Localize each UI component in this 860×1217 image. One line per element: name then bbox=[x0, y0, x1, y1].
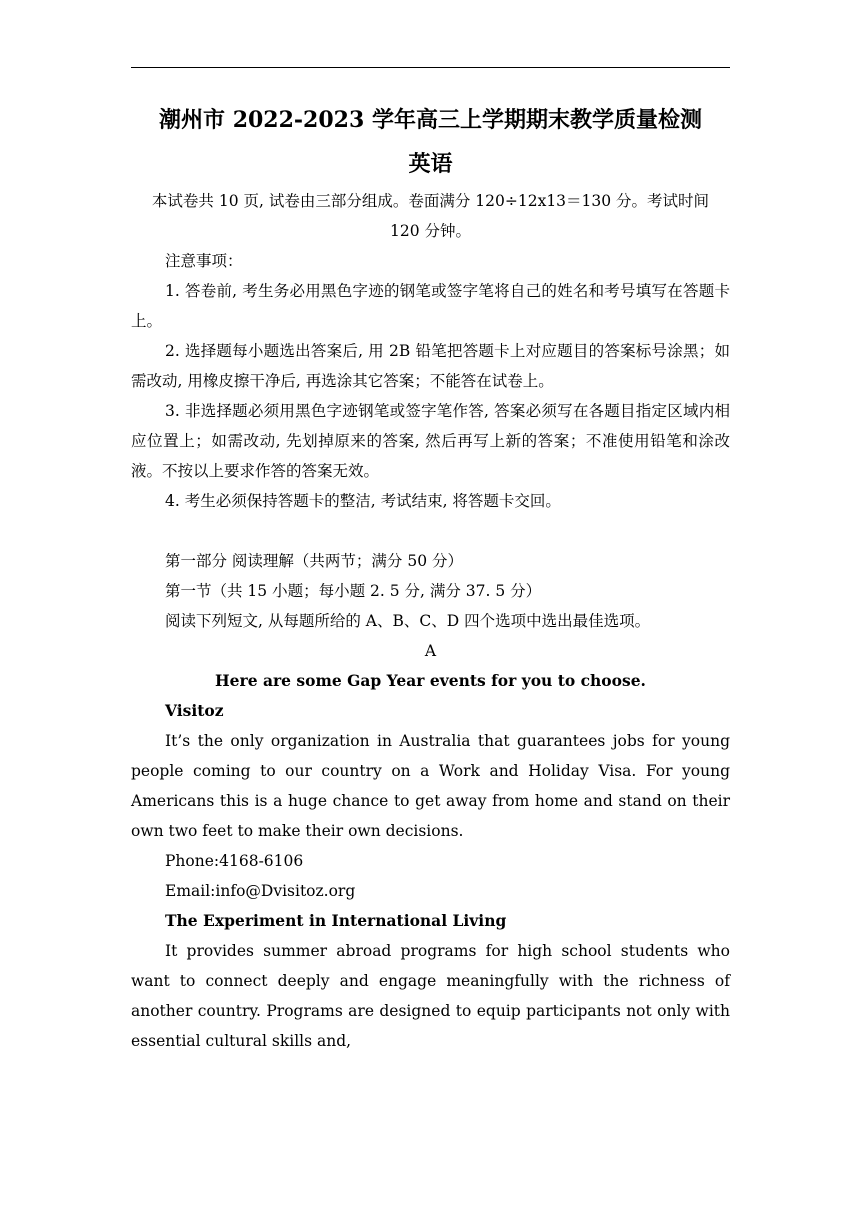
exam-title: 潮州市 2022-2023 学年高三上学期期末教学质量检测 bbox=[159, 107, 702, 133]
note-item-3: 3. 非选择题必须用黑色字迹钢笔或签字笔作答, 答案必须写在各题目指定区域内相应位置上；如需改动, 先划掉原来的答案, 然后再写上新的答案；不准使用铅笔和涂改液。不按以上要求作答的答案无效。 bbox=[131, 402, 730, 480]
part-one-heading: 第一部分 阅读理解（共两节；满分 50 分） bbox=[165, 552, 464, 570]
document-content bbox=[131, 98, 730, 1056]
notes-heading: 注意事项： bbox=[165, 252, 243, 270]
org1-phone: Phone:4168-6106 bbox=[165, 852, 304, 870]
note-item-4: 4. 考生必须保持答题卡的整洁, 考试结束, 将答题卡交回。 bbox=[165, 492, 561, 510]
spacer bbox=[131, 516, 730, 546]
org1-email: Email:info@Dvisitoz.org bbox=[165, 882, 356, 900]
note-item-2: 2. 选择题每小题选出答案后, 用 2B 铅笔把答题卡上对应题目的答案标号涂黑；如需改动, 用橡皮擦干净后, 再选涂其它答案；不能答在试卷上。 bbox=[131, 342, 730, 390]
intro-line-1: 本试卷共 10 页, 试卷由三部分组成。卷面满分 120÷12x13＝130 分。考试时间 bbox=[151, 192, 710, 210]
note-item-1: 1. 答卷前, 考生务必用黑色字迹的钢笔或签字笔将自己的姓名和考号填写在答题卡上。 bbox=[131, 282, 730, 330]
passage-heading: Here are some Gap Year events for you to choose. bbox=[215, 671, 646, 690]
section-one-heading: 第一节（共 15 小题；每小题 2. 5 分, 满分 37. 5 分） bbox=[165, 582, 542, 600]
passage-label: A bbox=[424, 642, 437, 660]
reading-instruction: 阅读下列短文, 从每题所给的 A、B、C、D 四个选项中选出最佳选项。 bbox=[165, 612, 651, 630]
org2-description: It provides summer abroad programs for high school students who want to connect deeply and engage meaningfully with the richness of another country. Programs are designed to equip participants not only with essential cultural skills and, bbox=[131, 942, 730, 1050]
org1-name: Visitoz bbox=[165, 701, 224, 720]
top-rule bbox=[131, 67, 730, 68]
org1-description: It’s the only organization in Australia that guarantees jobs for young people coming to our country on a Work and Holiday Visa. For young Americans this is a huge chance to get away from home and stand on their own two feet to make their own decisions. bbox=[131, 732, 730, 840]
exam-subject: 英语 bbox=[408, 151, 453, 177]
org2-name: The Experiment in International Living bbox=[165, 911, 507, 930]
intro-line-2: 120 分钟。 bbox=[389, 222, 471, 240]
